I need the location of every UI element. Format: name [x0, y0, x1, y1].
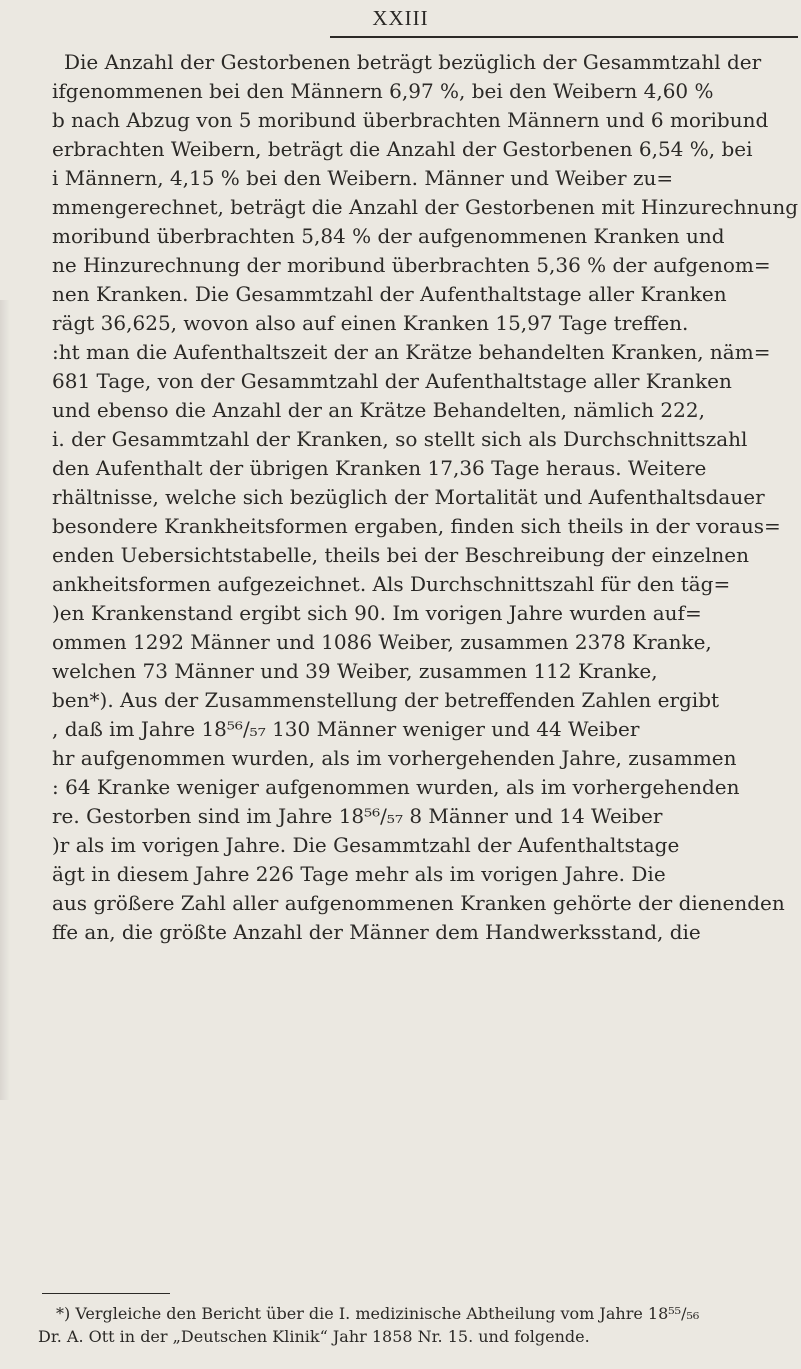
text-line: enden Uebersichtstabelle, theils bei der Beschreibung der einzelnen — [52, 543, 750, 567]
text-line: aus größere Zahl aller aufgenommenen Kranken gehörte der dienenden — [52, 891, 785, 915]
footnotes — [0, 1302, 801, 1348]
text-line: ägt in diesem Jahre 226 Tage mehr als im vorigen Jahre. Die — [52, 862, 666, 886]
header-rule — [330, 36, 798, 38]
text-line: 681 Tage, von der Gesammtzahl der Aufenthaltstage aller Kranken — [52, 369, 732, 393]
text-line: re. Gestorben sind im Jahre 18⁵⁶/₅₇ 8 Männer und 14 Weiber — [52, 804, 663, 828]
text-line: rägt 36,625, wovon also auf einen Kranken 15,97 Tage treffen. — [52, 311, 689, 335]
text-line: : 64 Kranke weniger aufgenommen wurden, als im vorhergehenden — [52, 775, 740, 799]
text-line: ifgenommenen bei den Männern 6,97 %, bei den Weibern 4,60 % — [52, 79, 714, 103]
body-text — [0, 48, 801, 947]
text-line: besondere Krankheitsformen ergaben, finden sich theils in der voraus= — [52, 514, 781, 538]
text-line: und ebenso die Anzahl der an Krätze Behandelten, nämlich 222, — [52, 398, 705, 422]
text-line: mmengerechnet, beträgt die Anzahl der Gestorbenen mit Hinzurechnung — [52, 195, 799, 219]
text-line: moribund überbrachten 5,84 % der aufgenommenen Kranken und — [52, 224, 725, 248]
footnote-line: *) Vergleiche den Bericht über die I. medizinische Abtheilung vom Jahre 18⁵⁵/₅₆ — [56, 1304, 700, 1323]
text-line: den Aufenthalt der übrigen Kranken 17,36 Tage heraus. Weitere — [52, 456, 707, 480]
text-line: Die Anzahl der Gestorbenen beträgt bezüglich der Gesammtzahl der — [64, 50, 762, 74]
footnote-rule — [42, 1293, 170, 1294]
text-line: ffe an, die größte Anzahl der Männer dem Handwerksstand, die — [52, 920, 701, 944]
text-line: nen Kranken. Die Gesammtzahl der Aufenthaltstage aller Kranken — [52, 282, 727, 306]
text-line: erbrachten Weibern, beträgt die Anzahl der Gestorbenen 6,54 %, bei — [52, 137, 753, 161]
text-line: ben*). Aus der Zusammenstellung der betreffenden Zahlen ergibt — [52, 688, 720, 712]
text-line: hr aufgenommen wurden, als im vorhergehenden Jahre, zusammen — [52, 746, 737, 770]
text-line: , daß im Jahre 18⁵⁶/₅₇ 130 Männer weniger und 44 Weiber — [52, 717, 640, 741]
text-line: b nach Abzug von 5 moribund überbrachten Männern und 6 moribund — [52, 108, 769, 132]
page-number: XXIII — [372, 6, 429, 30]
text-line: rhältnisse, welche sich bezüglich der Mortalität und Aufenthaltsdauer — [52, 485, 765, 509]
text-line: :ht man die Aufenthaltszeit der an Krätze behandelten Kranken, näm= — [52, 340, 771, 364]
text-line: )r als im vorigen Jahre. Die Gesammtzahl der Aufenthaltstage — [52, 833, 680, 857]
text-line: i. der Gesammtzahl der Kranken, so stellt sich als Durchschnittszahl — [52, 427, 748, 451]
text-line: ommen 1292 Männer und 1086 Weiber, zusammen 2378 Kranke, — [52, 630, 712, 654]
text-line: ankheitsformen aufgezeichnet. Als Durchschnittszahl für den täg= — [52, 572, 731, 596]
text-line: i Männern, 4,15 % bei den Weibern. Männer und Weiber zu= — [52, 166, 674, 190]
text-line: ne Hinzurechnung der moribund überbrachten 5,36 % der aufgenom= — [52, 253, 771, 277]
text-line: )en Krankenstand ergibt sich 90. Im vorigen Jahre wurden auf= — [52, 601, 702, 625]
text-line: welchen 73 Männer und 39 Weiber, zusammen 112 Kranke, — [52, 659, 658, 683]
footnote-line: Dr. A. Ott in der „Deutschen Klinik“ Jahr 1858 Nr. 15. und folgende. — [38, 1327, 590, 1346]
